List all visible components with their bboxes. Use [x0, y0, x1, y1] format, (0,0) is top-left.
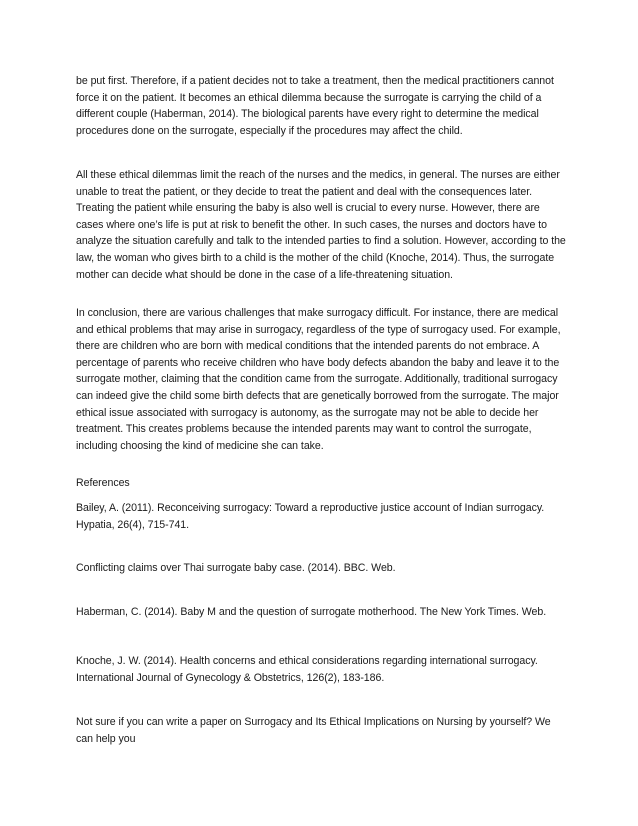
references-heading: References — [76, 477, 130, 489]
reference-item-1: Bailey, A. (2011). Reconceiving surrogacy: Toward a reproductive justice account of Indian surrogacy. Hypatia, 26(4), 715-741. — [76, 502, 545, 531]
reference-item-3: Haberman, C. (2014). Baby M and the question of surrogate motherhood. The New York Times. Web. — [76, 606, 547, 618]
body-paragraph-2: All these ethical dilemmas limit the reach of the nurses and the medics, in general. The nurses are either unable to treat the patient, or they decide to treat the patient and deal with the consequences later. Treating the patient while ensuring the baby is also well is crucial to every nurse. However, there are cases where one’s life is put at risk to benefit the other. In such cases, the nurses and doctors have to analyze the situation carefully and talk to the intended parties to find a solution. However, according to the law, the woman who gives birth to a child is the mother of the child (Knoche, 2014). Thus, the surrogate mother can decide what should be done in the case of a life-threatening situation. — [76, 169, 566, 281]
body-paragraph-3: In conclusion, there are various challenges that make surrogacy difficult. For instance, there are medical and ethical problems that may arise in surrogacy, regardless of the type of surrogacy used. For example, there are children who are born with medical conditions that the intended parents do not embrace. A percentage of parents who receive children who have body defects abandon the baby and leave it to the surrogate mother, claiming that the condition came from the surrogate. Additionally, traditional surrogacy can indeed give the child some birth defects that are genetically borrowed from the surrogate. The major ethical issue associated with surrogacy is autonomy, as the surrogate may not be able to decide her treatment. This creates problems because the intended parents may want to control the surrogate, including choosing the kind of medicine she can take. — [76, 307, 561, 452]
body-paragraph-1: be put first. Therefore, if a patient decides not to take a treatment, then the medical practitioners cannot force it on the patient. It becomes an ethical dilemma because the surrogate is carrying the child of a different couple (Haberman, 2014). The biological parents have every right to determine the medical procedures done on the surrogate, especially if the procedures may affect the child. — [76, 75, 554, 137]
reference-item-2: Conflicting claims over Thai surrogate baby case. (2014). BBC. Web. — [76, 562, 396, 574]
reference-item-4: Knoche, J. W. (2014). Health concerns and ethical considerations regarding international surrogacy. International Journal of Gynecology & Obstetrics, 126(2), 183-186. — [76, 655, 538, 684]
footer-note: Not sure if you can write a paper on Surrogacy and Its Ethical Implications on Nursing by yourself? We can help you — [76, 716, 551, 745]
